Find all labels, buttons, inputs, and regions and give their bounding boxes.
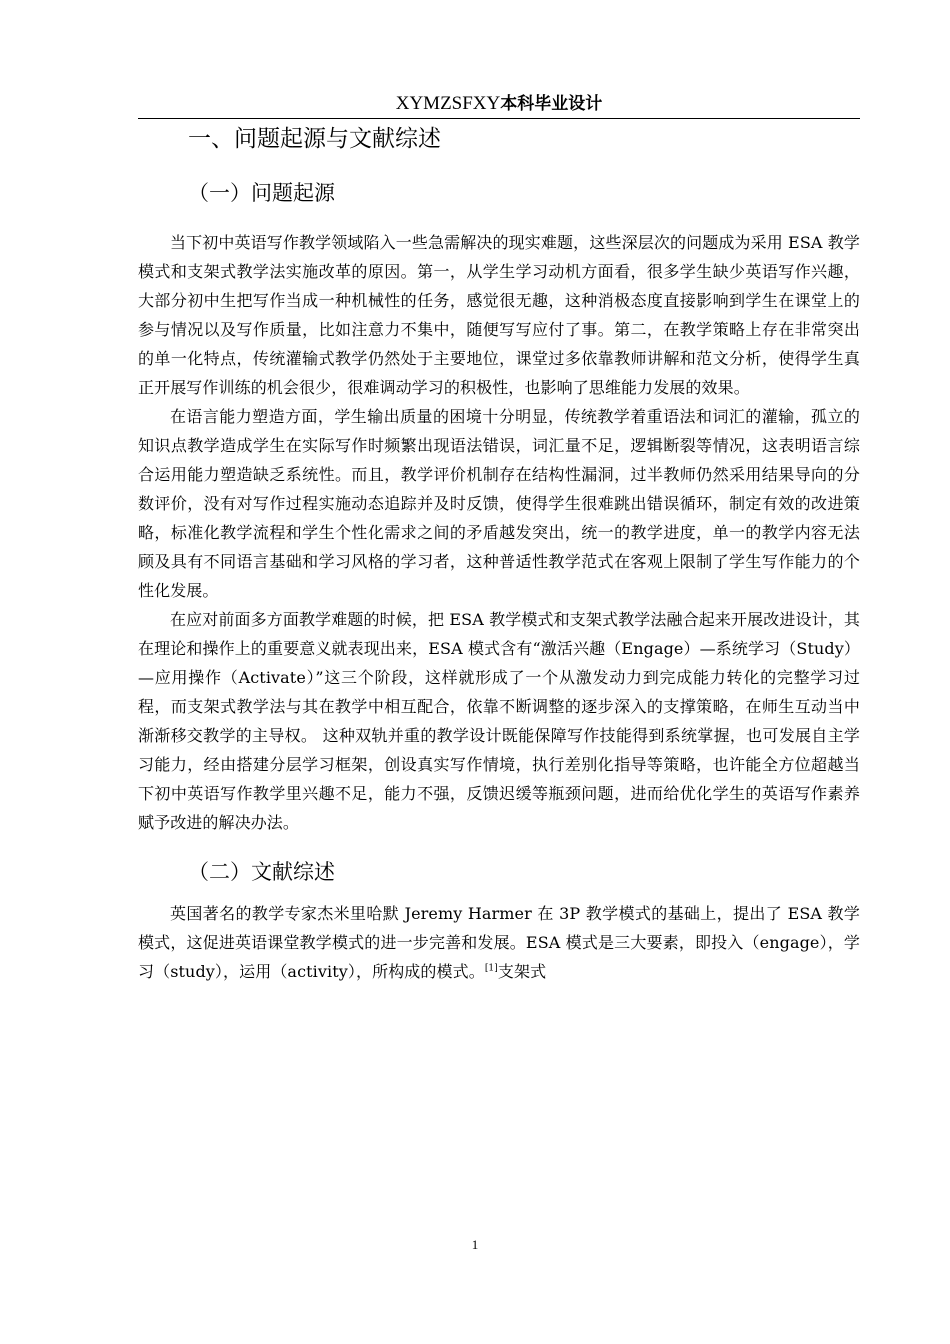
- citation-marker: [1]: [484, 963, 498, 974]
- literature-continuation: 支架式: [497, 962, 547, 981]
- page-number: 1: [471, 1237, 479, 1252]
- header-subtitle: 本科毕业设计: [500, 94, 603, 114]
- literature-text: 英国著名的教学专家杰米里哈默 Jeremy Harmer 在 3P 教学模式的基础上，提出了 ESA 教学模式，这促进英语课堂教学模式的进一步完善和发展。ESA 模式是三大要素，即投入（engage），学习（study），运用（activity），所构成的模式。: [138, 904, 860, 981]
- running-header: [138, 92, 860, 116]
- page-body: [138, 124, 860, 986]
- subsection-heading-origin: （一）问题起源: [188, 181, 335, 205]
- literature-paragraph: [138, 899, 860, 986]
- body-paragraph: 在应对前面多方面教学难题的时候，把 ESA 教学模式和支架式教学法融合起来开展改进设计，其在理论和操作上的重要意义就表现出来，ESA 模式含有“激活兴趣（Engage）—系统学习（Study）—应用操作（Activate）”这三个阶段，这样就形成了一个从激发动力到完成能力转化的完整学习过程，而支架式教学法与其在教学中相互配合，依靠不断调整的逐步深入的支撑策略，在师生互动当中渐渐移交教学的主导权。 这种双轨并重的教学设计既能保障写作技能得到系统掌握，也可发展自主学习能力，经由搭建分层学习框架，创设真实写作情境，执行差别化指导等策略，也许能全方位超越当下初中英语写作教学里兴趣不足，能力不强，反馈迟缓等瓶颈问题，进而给优化学生的英语写作素养赋予改进的解决办法。: [138, 610, 860, 832]
- body-paragraph: 在语言能力塑造方面，学生输出质量的困境十分明显，传统教学着重语法和词汇的灌输，孤立的知识点教学造成学生在实际写作时频繁出现语法错误，词汇量不足，逻辑断裂等情况，这表明语言综合运用能力塑造缺乏系统性。而且，教学评价机制存在结构性漏洞，过半教师仍然采用结果导向的分数评价，没有对写作过程实施动态追踪并及时反馈，使得学生很难跳出错误循环，制定有效的改进策略，标准化教学流程和学生个性化需求之间的矛盾越发突出，统一的教学进度，单一的教学内容无法顾及具有不同语言基础和学习风格的学习者，这种普适性教学范式在客观上限制了学生写作能力的个性化发展。: [138, 407, 860, 600]
- section-heading: 一、问题起源与文献综述: [188, 126, 441, 152]
- subsection-heading-literature: （二）文献综述: [188, 860, 335, 884]
- body-paragraph: 当下初中英语写作教学领域陷入一些急需解决的现实难题，这些深层次的问题成为采用 ESA 教学模式和支架式教学法实施改革的原因。第一，从学生学习动机方面看，很多学生缺少英语写作兴趣，大部分初中生把写作当成一种机械性的任务，感觉很无趣，这种消极态度直接影响到学生在课堂上的参与情况以及写作质量，比如注意力不集中，随便写写应付了事。第二，在教学策略上存在非常突出的单一化特点，传统灌输式教学仍然处于主要地位，课堂过多依靠教师讲解和范文分析，使得学生真正开展写作训练的机会很少，很难调动学习的积极性，也影响了思维能力发展的效果。: [138, 233, 860, 397]
- header-code: XYMZSFXY: [395, 93, 501, 114]
- header-rule: [138, 118, 860, 119]
